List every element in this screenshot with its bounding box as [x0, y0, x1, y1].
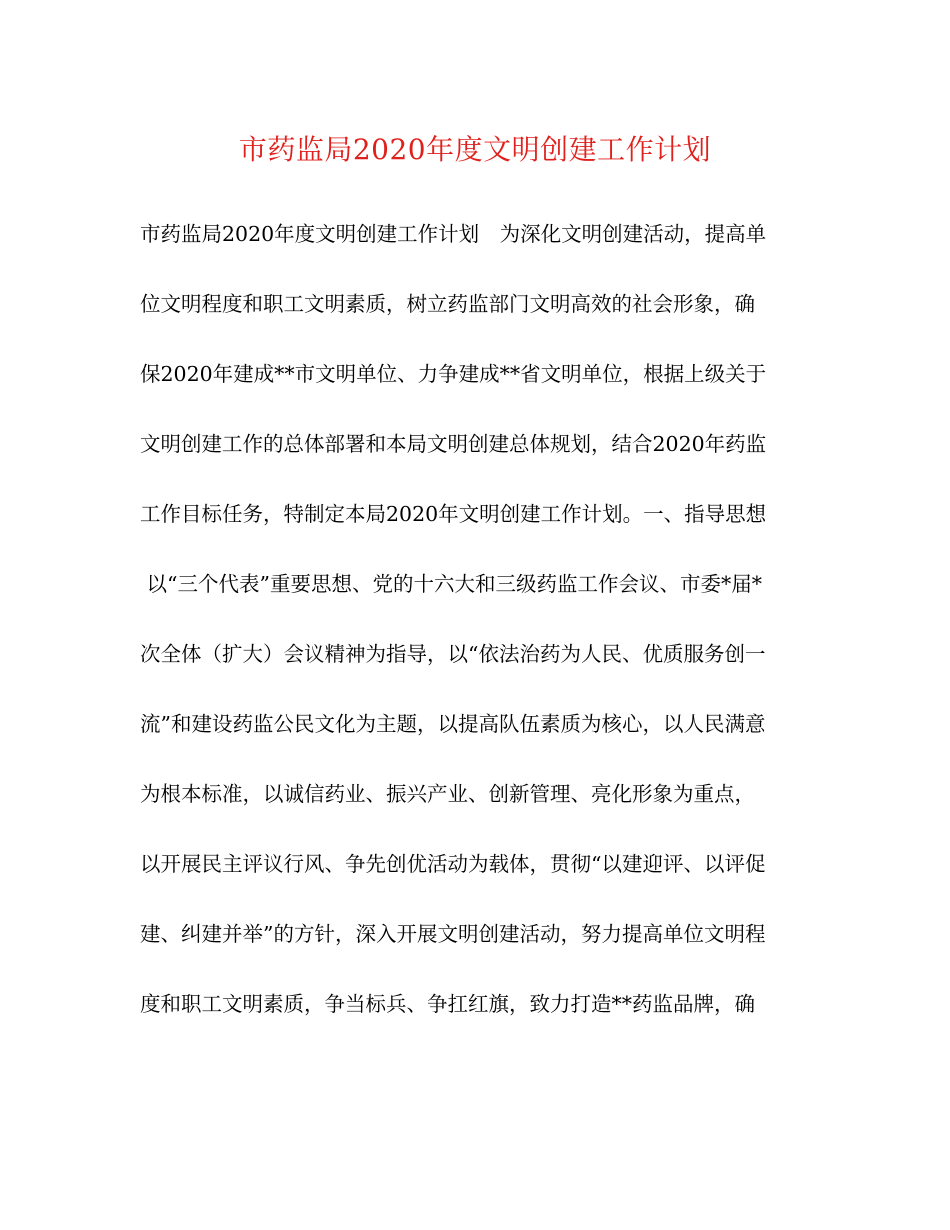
- body-line-2: 位文明程度和职工文明素质，树立药监部门文明高效的社会形象，确: [140, 292, 755, 316]
- body-line-7: 次全体（扩大）会议精神为指导，以“依法治药为人民、优质服务创一: [140, 642, 766, 666]
- body-line-8: 流”和建设药监公民文化为主题，以提高队伍素质为核心，以人民满意: [140, 712, 766, 736]
- document-title: 市药监局2020年度文明创建工作计划: [238, 133, 712, 166]
- body-line-11: 建、纠建并举”的方针，深入开展文明创建活动，努力提高单位文明程: [140, 922, 766, 946]
- body-line-5: 工作目标任务，特制定本局2020年文明创建工作计划。一、指导思想: [140, 502, 767, 526]
- body-line-4: 文明创建工作的总体部署和本局文明创建总体规划，结合2020年药监: [140, 432, 767, 456]
- body-line-12: 度和职工文明素质，争当标兵、争扛红旗，致力打造**药监品牌，确: [140, 992, 755, 1016]
- body-line-9: 为根本标准，以诚信药业、振兴产业、创新管理、亮化形象为重点，: [140, 782, 755, 806]
- body-line-1: 市药监局2020年度文明创建工作计划 为深化文明创建活动，提高单: [140, 222, 767, 246]
- body-line-6: 以“三个代表”重要思想、党的十六大和三级药监工作会议、市委*届*: [140, 572, 762, 596]
- body-line-10: 以开展民主评议行风、争先创优活动为载体，贯彻“以建迎评、以评促: [140, 852, 766, 876]
- body-line-3: 保2020年建成**市文明单位、力争建成**省文明单位，根据上级关于: [140, 362, 767, 386]
